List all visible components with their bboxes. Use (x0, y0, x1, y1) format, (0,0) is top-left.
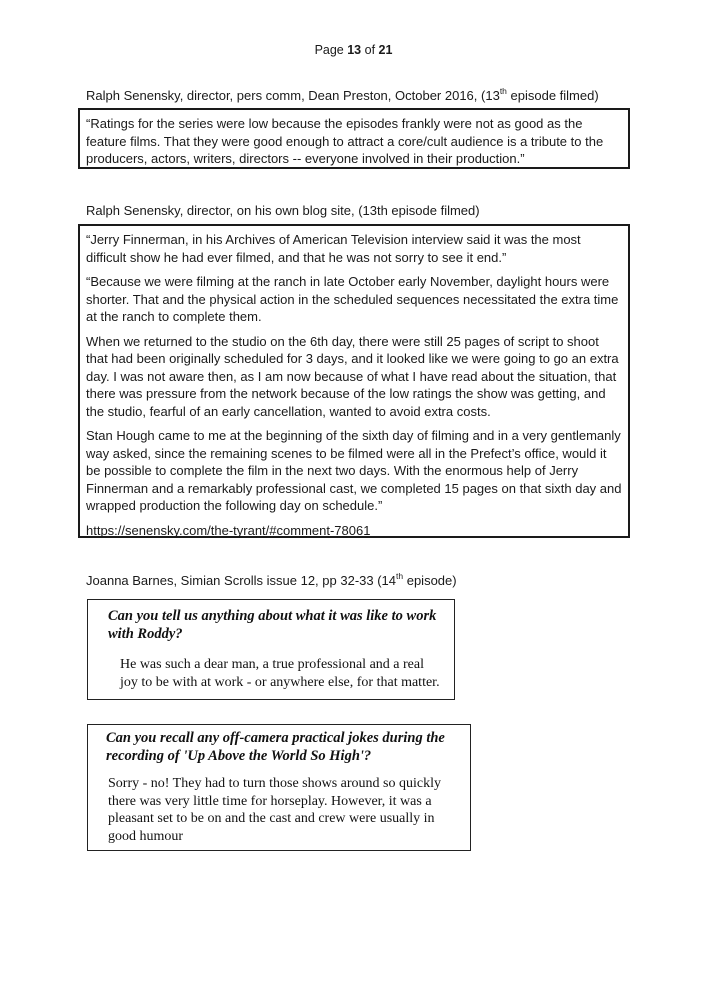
interview-clipping-1 (87, 599, 455, 700)
blog-paragraph: Stan Hough came to me at the beginning of the sixth day of filming and in a very gentlemanly way asked, since the remaining scenes to be filmed were all in the Prefect’s office, would it be possible to complete the film in the next two days. With the enormous help of Jerry Finnerman and a remarkably professional cast, we completed 15 pages on that sixth day and wrapped production the following day on schedule.” (86, 428, 622, 513)
blog-paragraph: “Jerry Finnerman, in his Archives of American Television interview said it was the most difficult show he had ever filmed, and that he was not sorry to see it end.” (86, 232, 581, 265)
blog-paragraph: When we returned to the studio on the 6th day, there were still 25 pages of script to shoot that had been originally scheduled for 3 days, and it looked like we were going to go an extra day. I was not aware then, as I am now because of what I have read about the situation, that there was pressure from the network because of the low ratings the show was getting, and the studio, fearful of an early cancellation, wanted to avoid extra costs. (86, 333, 619, 419)
interview-question: Can you tell us anything about what it was like to work with Roddy? (108, 608, 437, 642)
quote-box-ratings (78, 108, 630, 169)
quote-box-blog (78, 224, 630, 538)
blog-paragraph: “Because we were filming at the ranch in late October early November, daylight hours were shorter. That and the physical action in the scheduled sequences necessitated the extra time at the ranch to complete them. (86, 274, 619, 324)
interview-answer: Sorry - no! They had to turn those shows around so quickly there was very little time for horseplay. However, it was a pleasant set to be on and the cast and crew were usually in good humour (108, 776, 441, 844)
quote-text: “Ratings for the series were low because the episodes frankly were not as good as the feature films. That they were good enough to attract a core/cult audience is a tribute to the producers, actors, writers, directors -- everyone involved in their production.” (86, 116, 604, 166)
interview-answer: He was such a dear man, a true professional and a real joy to be with at work - or anywhere else, for that matter. (120, 657, 440, 690)
section3-heading: Joanna Barnes, Simian Scrolls issue 12, pp 32-33 (14th episode) (86, 570, 457, 588)
interview-question: Can you recall any off-camera practical jokes during the recording of 'Up Above the World So High'? (106, 730, 445, 764)
page-number (0, 43, 707, 57)
interview-clipping-2 (87, 724, 471, 851)
source-url: https://senensky.com/the-tyrant/#comment-78061 (86, 522, 371, 538)
section2-heading: Ralph Senensky, director, on his own blog site, (13th episode filmed) (86, 203, 480, 218)
page-number-prefix: Page (314, 43, 348, 57)
page-number-of: of (361, 43, 379, 57)
page-number-current: 13 (347, 43, 362, 57)
page-number-total: 21 (378, 43, 393, 57)
section1-heading: Ralph Senensky, director, pers comm, Dean Preston, October 2016, (13th episode filmed) (86, 85, 599, 103)
